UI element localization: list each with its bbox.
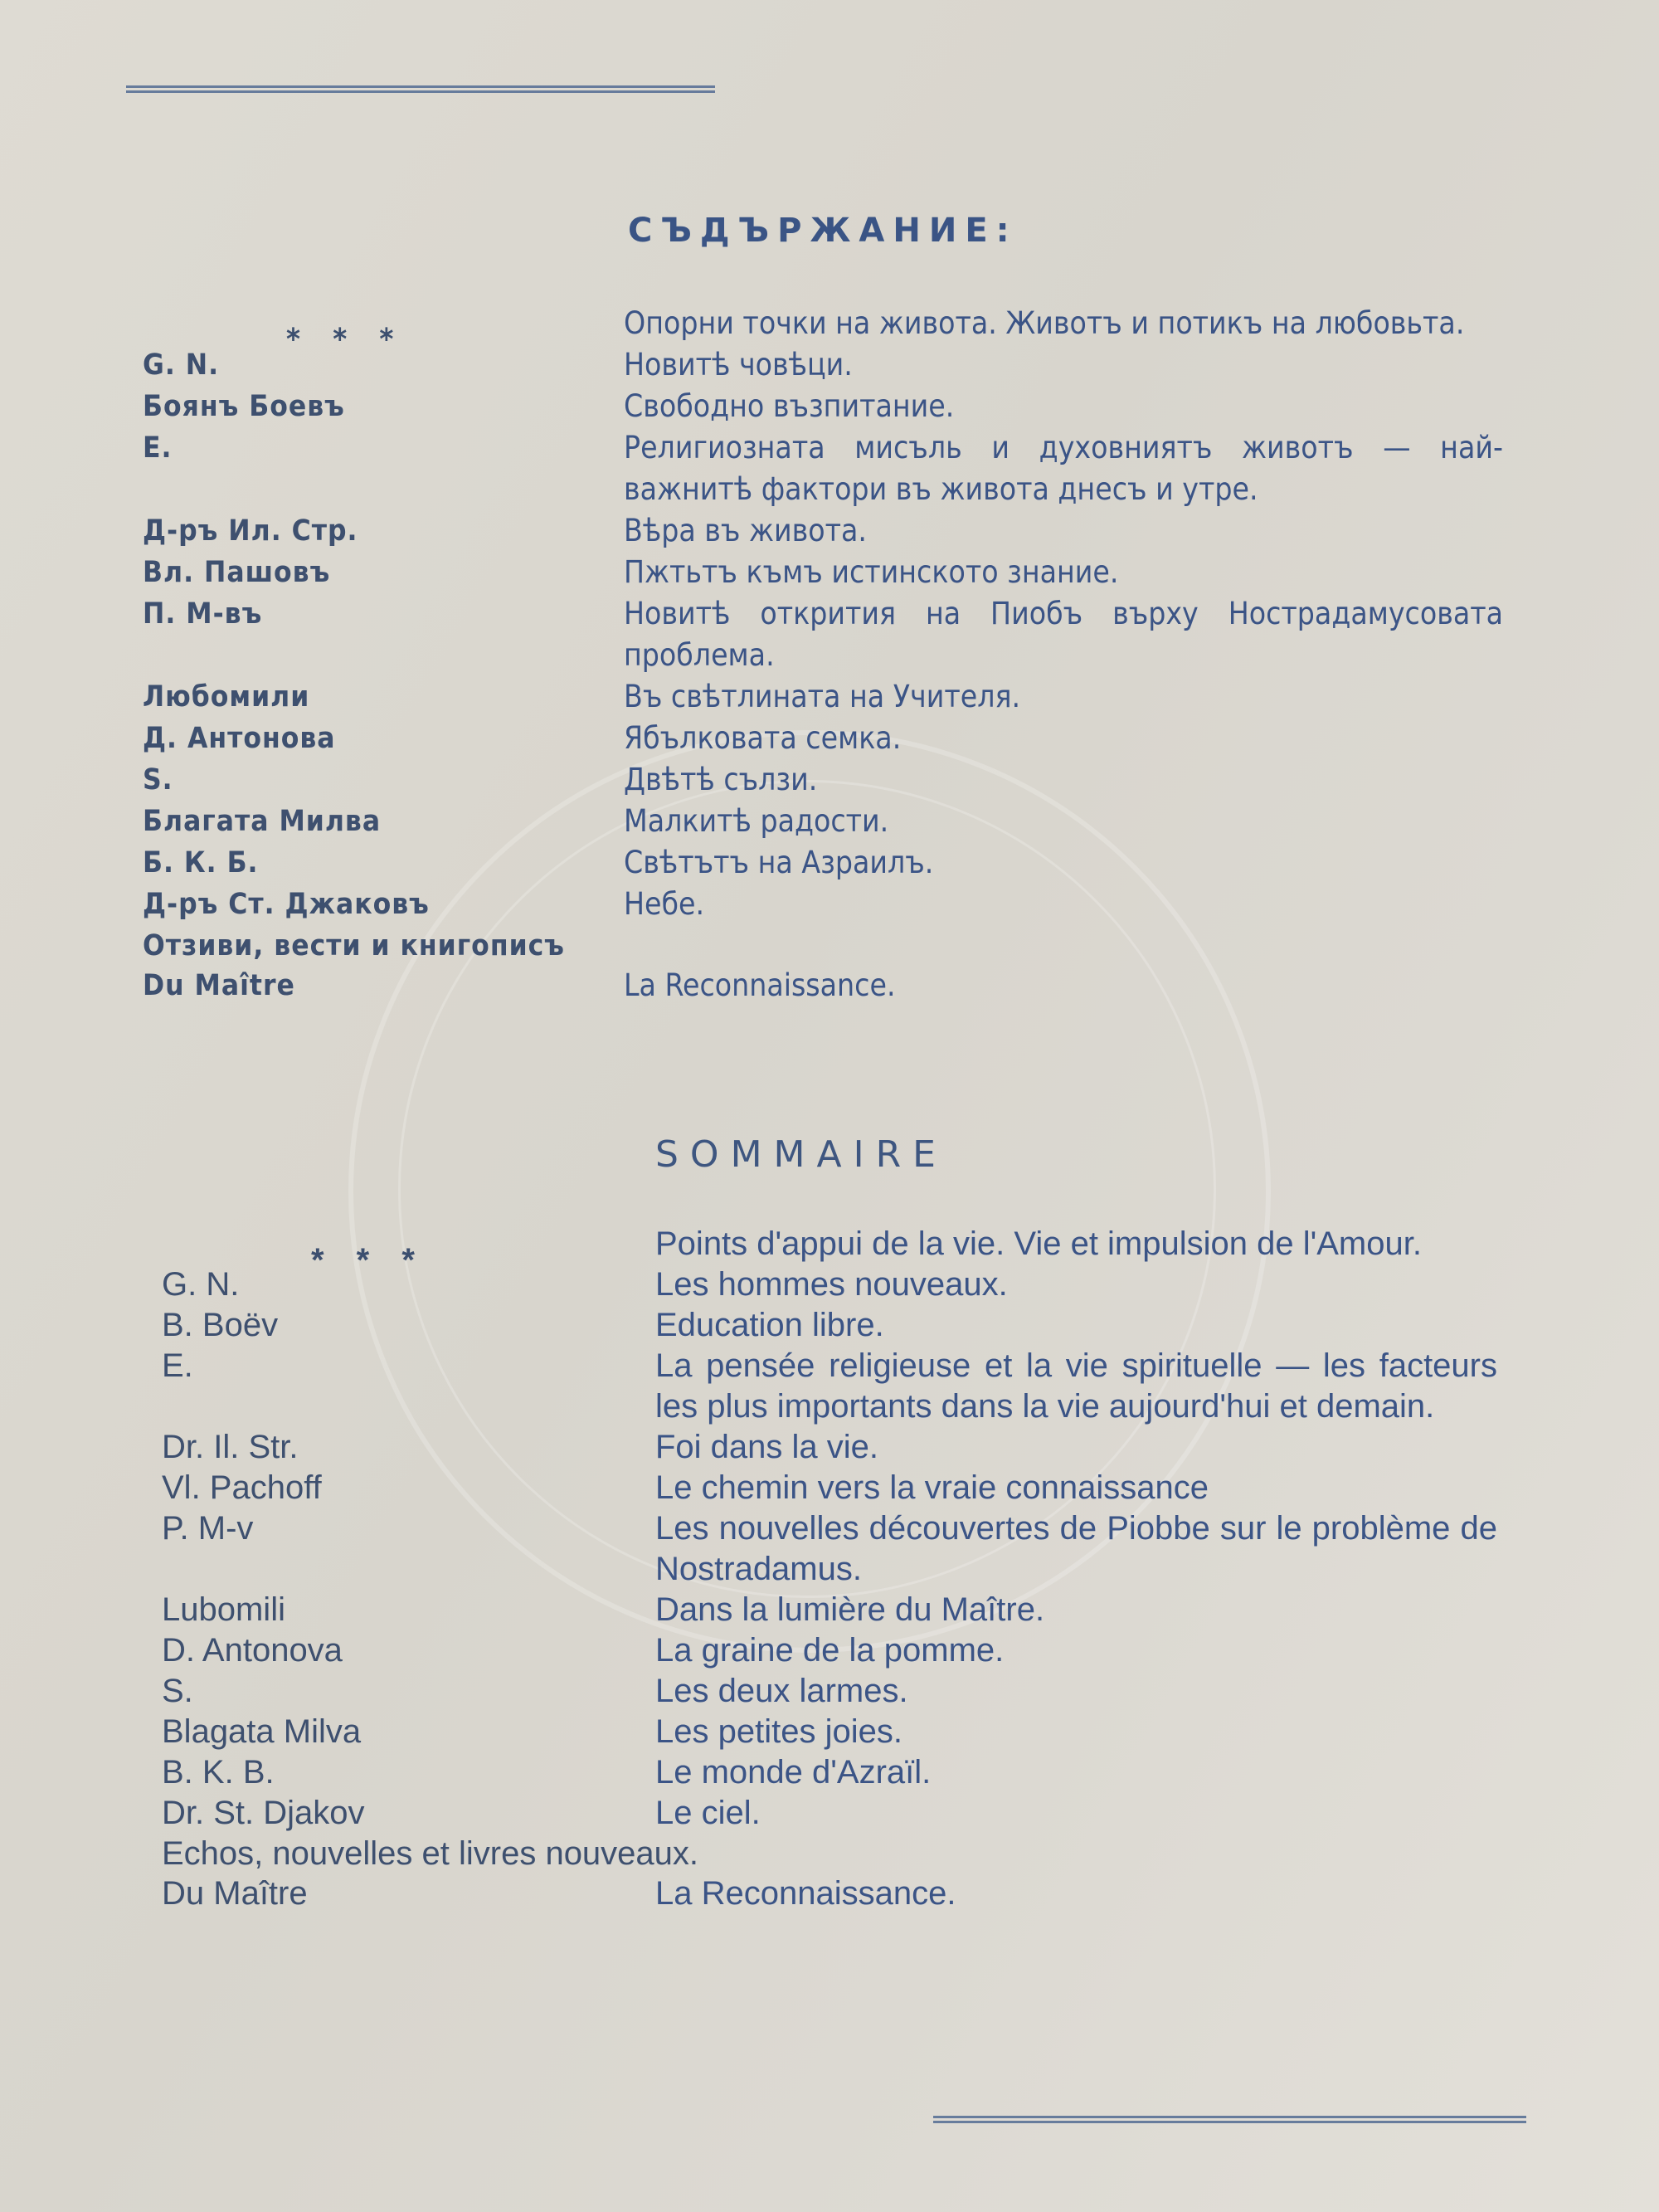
list-item (0, 1793, 1659, 1834)
item-title: La Reconnaissance. (655, 1875, 956, 1912)
item-author: Отзиви, вести и книгописъ (143, 929, 565, 962)
item-author: Vl. Pachoff (162, 1469, 322, 1506)
item-title: La graine de la pomme. (655, 1632, 1005, 1669)
item-title: Le ciel. (655, 1795, 761, 1831)
item-title: Le chemin vers la vraie connaissance (655, 1469, 1209, 1506)
list-item (0, 593, 1659, 676)
item-title: Les petites joies. (655, 1713, 902, 1750)
list-item (0, 676, 1659, 718)
list-item (0, 1873, 1659, 1914)
item-title: Education libre. (655, 1307, 884, 1343)
contents-list-fr (0, 1224, 1659, 1914)
list-item (0, 1224, 1659, 1279)
list-item (0, 884, 1659, 925)
list-item (0, 1305, 1659, 1346)
list-item (0, 1427, 1659, 1468)
list-item (0, 801, 1659, 842)
list-item (0, 1468, 1659, 1508)
list-item (0, 1630, 1659, 1671)
list-item (0, 842, 1659, 884)
item-author: G. N. (143, 348, 220, 382)
item-author: Д-ръ Ил. Стр. (143, 514, 358, 548)
item-title: Свободно възпитание. (624, 388, 955, 424)
list-item (0, 386, 1659, 427)
list-item (0, 925, 1659, 965)
item-author: B. Boëv (162, 1307, 279, 1343)
item-title: Points d'appui de la vie. Vie et impulsion de l'Amour. (655, 1225, 1422, 1262)
item-author: Du Maître (162, 1875, 308, 1912)
item-author: Любомили (143, 680, 310, 714)
item-title: Новитѣ човѣци. (624, 347, 853, 382)
list-item (0, 1508, 1659, 1590)
list-item (0, 510, 1659, 552)
item-author: P. M-v (162, 1510, 254, 1547)
item-title: Небе. (624, 886, 705, 922)
item-title: Le monde d'Azraïl. (655, 1754, 932, 1791)
item-author: E. (143, 431, 173, 465)
item-author: Blagata Milva (162, 1713, 362, 1750)
item-author: S. (162, 1673, 193, 1709)
list-item (0, 965, 1659, 1006)
item-title: Двѣтѣ сълзи. (624, 762, 818, 797)
item-title: La Reconnaissance. (624, 967, 896, 1003)
item-author: Dr. St. Djakov (162, 1795, 365, 1831)
list-item (0, 552, 1659, 593)
item-author: Вл. Пашовъ (143, 556, 331, 589)
list-item (0, 718, 1659, 759)
item-author: E. (162, 1347, 193, 1384)
item-author: G. N. (162, 1266, 240, 1303)
item-author: Б. К. Б. (143, 846, 259, 879)
item-author: Dr. Il. Str. (162, 1429, 299, 1465)
item-title: Les deux larmes. (655, 1673, 908, 1709)
contents-heading-fr: SOMMAIRE (655, 1133, 947, 1176)
item-title: Вѣра въ живота. (624, 513, 867, 548)
item-author: П. М-въ (143, 597, 263, 631)
bottom-double-rule (933, 2116, 1526, 2127)
item-author: Du Maître (143, 969, 295, 1002)
list-item (0, 1264, 1659, 1305)
item-author: Д. Антонова (143, 722, 336, 755)
list-item (0, 1712, 1659, 1752)
list-item (0, 1834, 1659, 1873)
list-item (0, 759, 1659, 801)
item-title: Новитѣ открития на Пиобъ върху Нострадамусовата проблема. (624, 596, 1503, 673)
list-item (0, 1671, 1659, 1712)
item-title: Опорни точки на живота. Животъ и потикъ на любовьта. (624, 305, 1465, 341)
top-double-rule (126, 85, 715, 97)
item-title: Пжтьтъ къмъ истинското знание. (624, 554, 1119, 590)
item-author: Echos, nouvelles et livres nouveaux. (162, 1835, 699, 1872)
item-author: Благата Милва (143, 805, 382, 838)
item-title: Les nouvelles découvertes de Piobbe sur le problème de Nostradamus. (655, 1510, 1497, 1587)
item-author: D. Antonova (162, 1632, 343, 1669)
item-title: Религиозната мисъль и духовниятъ животъ — най-важнитѣ фактори въ живота днесъ и утре. (624, 430, 1503, 507)
item-author: S. (143, 763, 173, 797)
item-author: Боянъ Боевъ (143, 390, 345, 423)
contents-heading-bg: СЪДЪРЖАНИЕ: (628, 212, 1018, 250)
item-title: Foi dans la vie. (655, 1429, 879, 1465)
item-title: Въ свѣтлината на Учителя. (624, 679, 1021, 714)
item-author: Lubomili (162, 1591, 285, 1628)
list-item (0, 427, 1659, 510)
item-author: Д-ръ Ст. Джаковъ (143, 888, 430, 921)
item-title: Dans la lumière du Maître. (655, 1591, 1045, 1628)
list-item (0, 303, 1659, 357)
item-title: Малкитѣ радости. (624, 803, 889, 839)
asterism: * * * (286, 323, 406, 357)
item-title: Les hommes nouveaux. (655, 1266, 1008, 1303)
asterism: * * * (311, 1242, 426, 1279)
list-item (0, 1752, 1659, 1793)
item-title: La pensée religieuse et la vie spirituelle — les facteurs les plus importants dans la vie aujourd'hui et demain. (655, 1347, 1497, 1425)
list-item (0, 1590, 1659, 1630)
item-author: B. K. B. (162, 1754, 275, 1791)
item-title: Ябълковата семка. (624, 720, 902, 756)
item-title: Свѣтътъ на Азраилъ. (624, 845, 934, 880)
list-item (0, 344, 1659, 386)
contents-list-bg (0, 303, 1659, 1006)
list-item (0, 1346, 1659, 1427)
